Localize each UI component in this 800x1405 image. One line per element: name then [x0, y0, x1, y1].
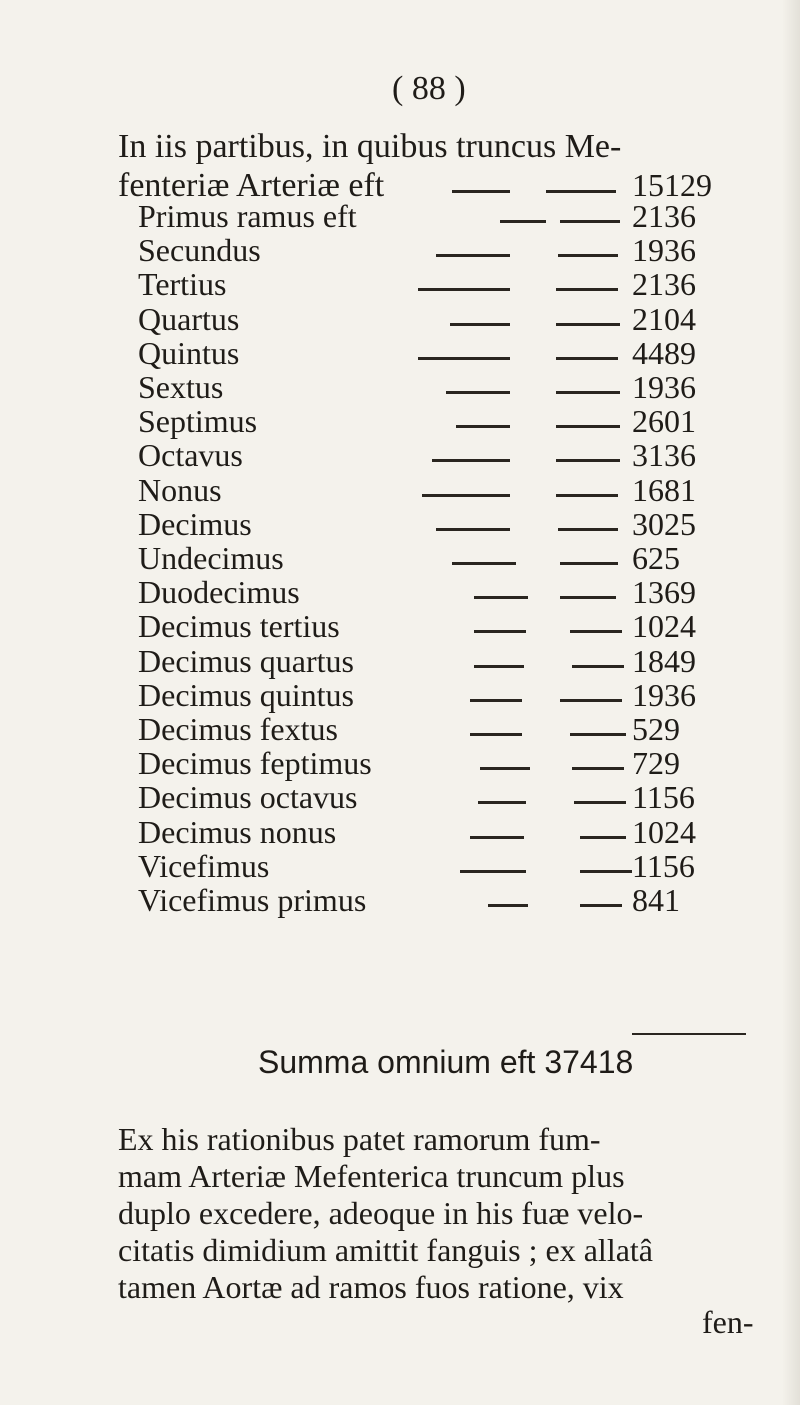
table-row: [0, 745, 800, 783]
row-value: 1849: [632, 642, 696, 679]
table-row: [0, 848, 800, 886]
table-row: [0, 711, 800, 749]
row-dash-left: [474, 630, 526, 633]
row-dash-right: [558, 254, 618, 257]
table-row: [0, 437, 800, 475]
table-row: [0, 472, 800, 510]
table-row: [0, 198, 800, 236]
row-value: 625: [632, 540, 680, 576]
row-dash-left: [500, 220, 546, 223]
row-dash-left: [432, 459, 510, 462]
intro-dash-right: [546, 190, 616, 193]
row-name: Nonus: [138, 471, 222, 508]
row-value: 2136: [632, 198, 696, 234]
catchword: fen-: [702, 1304, 754, 1340]
row-value: 3025: [632, 505, 696, 542]
row-value: 529: [632, 711, 680, 747]
table-row: [0, 232, 800, 270]
sum-rule: [632, 1033, 746, 1035]
row-dash-left: [474, 665, 524, 668]
row-name: Decimus octavus: [138, 779, 358, 816]
row-value: 1681: [632, 471, 696, 508]
row-value: 841: [632, 882, 680, 918]
row-value: 1936: [632, 232, 696, 269]
row-value: 729: [632, 745, 680, 782]
table-row: [0, 540, 800, 578]
row-dash-right: [556, 323, 620, 326]
row-dash-left: [470, 836, 524, 839]
row-name: Tertius: [138, 266, 227, 303]
row-dash-right: [570, 630, 622, 633]
row-dash-right: [560, 220, 620, 223]
row-name: Undecimus: [138, 540, 284, 576]
row-value: 1369: [632, 574, 696, 611]
row-dash-left: [452, 562, 516, 565]
row-name: Vicefimus: [138, 847, 270, 884]
paragraph-line-1: Ex his rationibus patet ramorum fum-: [118, 1121, 601, 1157]
row-dash-left: [436, 254, 510, 257]
row-dash-left: [446, 391, 510, 394]
row-dash-left: [422, 494, 510, 497]
row-dash-right: [556, 425, 620, 428]
row-dash-right: [556, 459, 620, 462]
paragraph-line-2: mam Arteriæ Mefenterica truncum plus: [118, 1158, 625, 1194]
row-name: Decimus quartus: [138, 642, 354, 679]
row-dash-right: [556, 357, 618, 360]
row-dash-left: [450, 323, 510, 326]
table-row: [0, 335, 800, 373]
row-value: 4489: [632, 334, 696, 371]
row-value: 1156: [632, 847, 695, 884]
row-dash-right: [560, 699, 622, 702]
table-row: [0, 403, 800, 441]
row-dash-right: [558, 528, 618, 531]
row-dash-right: [560, 562, 618, 565]
row-dash-left: [436, 528, 510, 531]
row-name: Decimus tertius: [138, 608, 340, 645]
intro-line-2-value: 15129: [632, 167, 712, 203]
row-value: 1024: [632, 813, 696, 850]
row-name: Primus ramus eft: [138, 198, 357, 234]
row-value: 2601: [632, 403, 696, 440]
row-name: Octavus: [138, 437, 243, 474]
row-dash-left: [418, 288, 510, 291]
paragraph-line-3: duplo excedere, adeoque in his fuæ velo-: [118, 1195, 644, 1231]
table-row: [0, 643, 800, 681]
table-row: [0, 574, 800, 612]
table-row: [0, 677, 800, 715]
row-value: 3136: [632, 437, 696, 474]
row-dash-left: [474, 596, 528, 599]
intro-line-2-text: fenteriæ Arteriæ eft: [118, 167, 385, 204]
summa-line: Summa omnium eft 37418: [258, 1044, 634, 1080]
row-value: 1024: [632, 608, 696, 645]
row-dash-right: [580, 904, 622, 907]
row-value: 1156: [632, 779, 695, 816]
row-name: Septimus: [138, 403, 258, 440]
row-name: Quartus: [138, 300, 240, 337]
row-name: Decimus fextus: [138, 711, 338, 747]
row-dash-right: [580, 836, 626, 839]
paragraph-line-5: tamen Aortæ ad ramos fuos ratione, vix: [118, 1269, 624, 1305]
row-name: Sextus: [138, 369, 224, 405]
row-name: Vicefimus primus: [138, 882, 367, 918]
row-dash-right: [572, 665, 624, 668]
row-dash-left: [480, 767, 530, 770]
row-value: 1936: [632, 676, 696, 713]
row-value: 2136: [632, 266, 696, 303]
row-dash-right: [574, 801, 626, 804]
table-row: [0, 814, 800, 852]
row-dash-left: [478, 801, 526, 804]
row-name: Duodecimus: [138, 574, 300, 611]
row-name: Secundus: [138, 232, 261, 269]
row-name: Decimus feptimus: [138, 745, 372, 782]
table-row: [0, 882, 800, 920]
table-row: [0, 301, 800, 339]
table-row: [0, 506, 800, 544]
paragraph-line-4: citatis dimidium amittit fanguis ; ex allatâ: [118, 1232, 653, 1268]
row-value: 2104: [632, 300, 696, 337]
row-name: Decimus: [138, 505, 252, 542]
row-value: 1936: [632, 369, 696, 405]
row-dash-left: [488, 904, 528, 907]
table-row: [0, 608, 800, 646]
intro-line-1: In iis partibus, in quibus truncus Me-: [118, 128, 622, 165]
row-dash-right: [580, 870, 632, 873]
row-dash-right: [556, 288, 618, 291]
row-dash-right: [560, 596, 616, 599]
row-dash-left: [470, 733, 522, 736]
row-dash-right: [570, 733, 626, 736]
row-name: Decimus quintus: [138, 676, 354, 713]
intro-dash-left: [452, 190, 510, 193]
row-dash-left: [418, 357, 510, 360]
row-dash-left: [470, 699, 522, 702]
row-name: Quintus: [138, 334, 240, 371]
table-row: [0, 779, 800, 817]
row-name: Decimus nonus: [138, 813, 337, 850]
row-dash-right: [556, 494, 618, 497]
row-dash-left: [460, 870, 526, 873]
row-dash-right: [556, 391, 620, 394]
page-number: ( 88 ): [392, 70, 466, 107]
table-row: [0, 266, 800, 304]
row-dash-left: [456, 425, 510, 428]
row-dash-right: [572, 767, 624, 770]
table-row: [0, 369, 800, 407]
